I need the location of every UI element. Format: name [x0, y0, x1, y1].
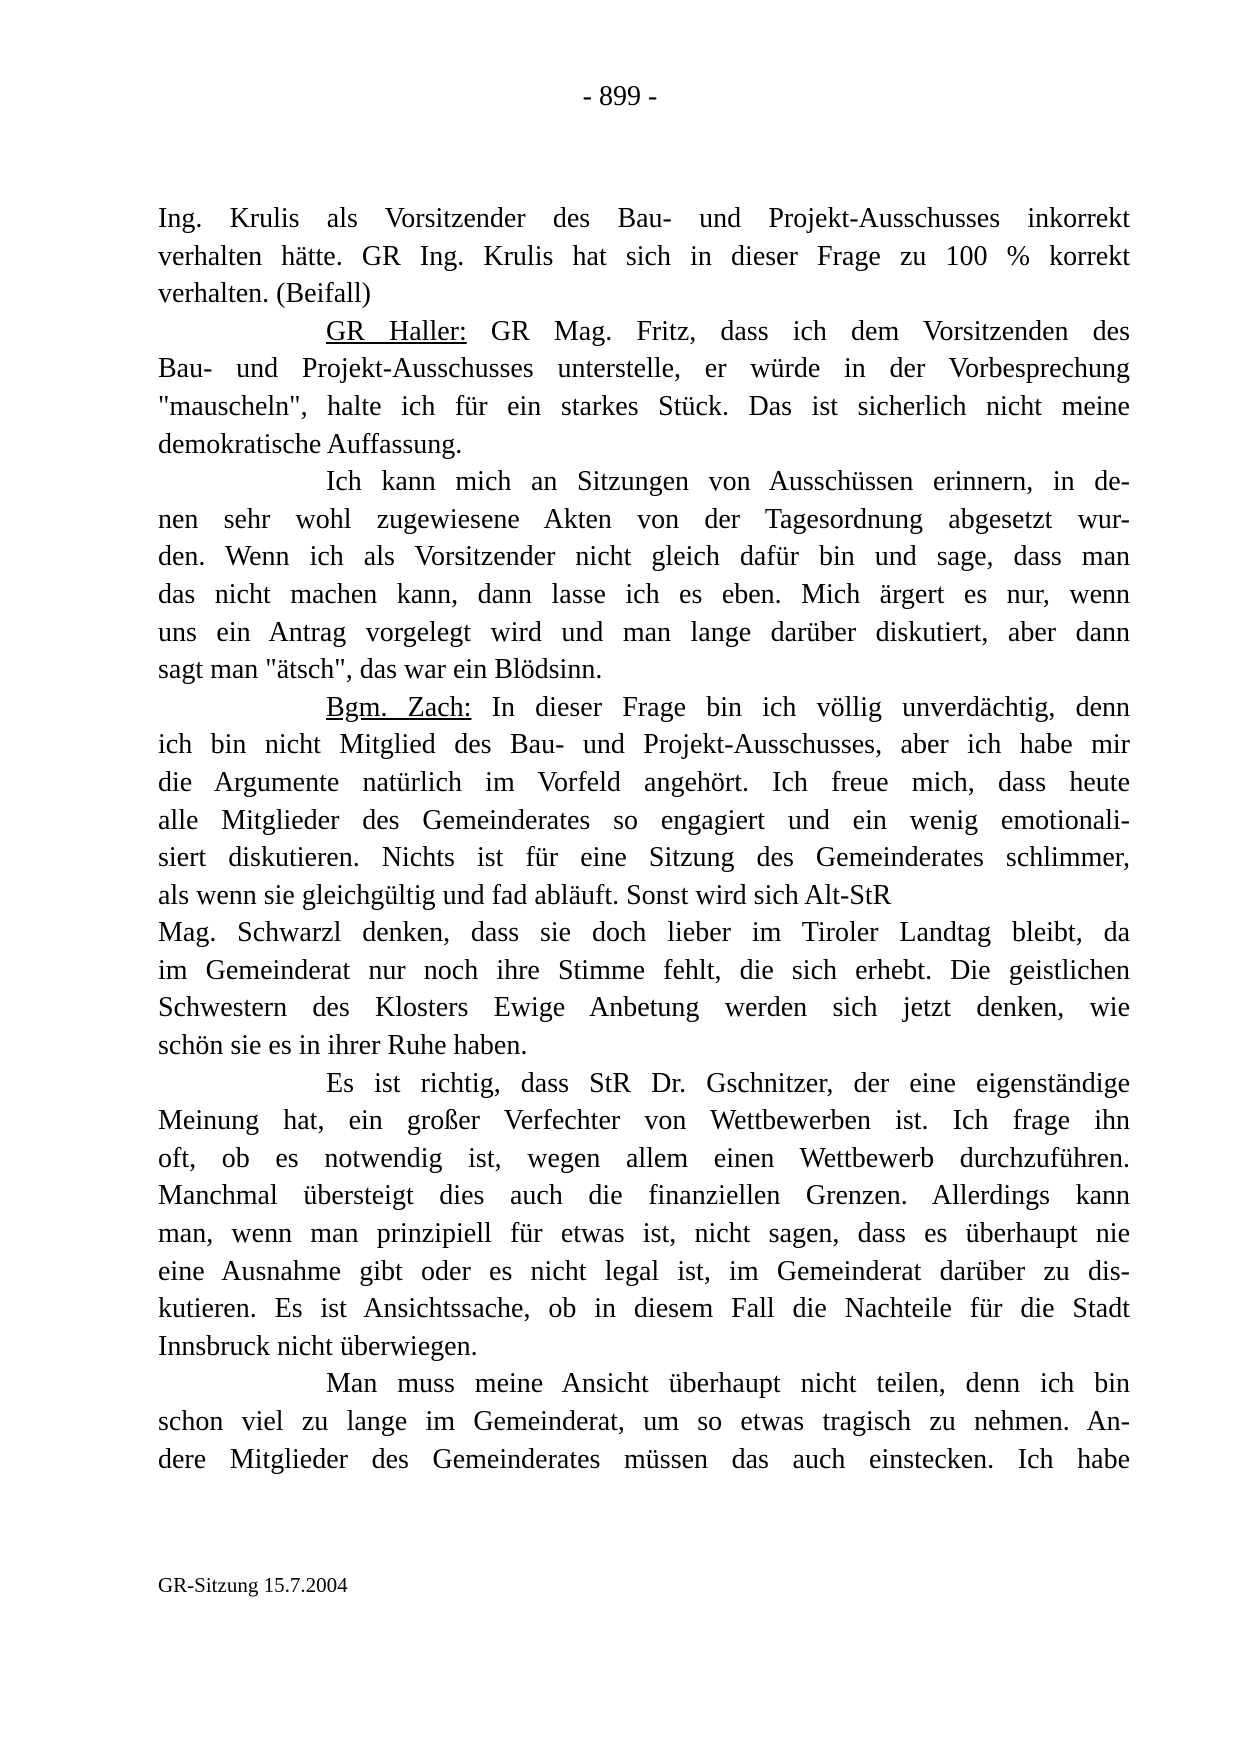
text-line: die Argumente natürlich im Vorfeld angehört. Ich freue mich, dass heute [158, 766, 1130, 798]
text-line: verhalten hätte. GR Ing. Krulis hat sich in dieser Frage zu 100 % korrekt [158, 240, 1130, 272]
text-line: Manchmal übersteigt dies auch die finanziellen Grenzen. Allerdings kann [158, 1180, 1130, 1212]
paragraph [158, 689, 1130, 1065]
paragraph [158, 313, 1130, 463]
text-line: Ing. Krulis als Vorsitzender des Bau- und Projekt-Ausschusses inkorrekt [158, 203, 1130, 234]
paragraph [158, 1365, 1130, 1478]
paragraph [158, 1065, 1130, 1366]
text-line: Bau- und Projekt-Ausschusses unterstelle, er würde in der Vorbesprechung [158, 353, 1130, 385]
text-line: das nicht machen kann, dann lasse ich es eben. Mich ärgert es nur, wenn [158, 578, 1130, 610]
text-line: dere Mitglieder des Gemeinderates müssen das auch einstecken. Ich habe [158, 1443, 1130, 1475]
speaker-name: Bgm. Zach: [326, 691, 472, 723]
speaker-name: GR Haller: [326, 315, 467, 347]
text-line: Meinung hat, ein großer Verfechter von Wettbewerben ist. Ich frage ihn [158, 1105, 1130, 1137]
text-line: man, wenn man prinzipiell für etwas ist, nicht sagen, dass es überhaupt nie [158, 1218, 1130, 1250]
paragraph [158, 200, 1130, 313]
text-line: Schwestern des Klosters Ewige Anbetung werden sich jetzt denken, wie [158, 992, 1130, 1024]
text-line: "mauscheln", halte ich für ein starkes Stück. Das ist sicherlich nicht meine [158, 390, 1130, 422]
text-line: oft, ob es notwendig ist, wegen allem einen Wettbewerb durchzuführen. [158, 1142, 1130, 1174]
footer-text: GR-Sitzung 15.7.2004 [158, 1573, 348, 1597]
page-footer [158, 1572, 348, 1598]
text-line: alle Mitglieder des Gemeinderates so engagiert und ein wenig emotionali- [158, 804, 1130, 836]
text-line: Man muss meine Ansicht überhaupt nicht teilen, denn ich bin [326, 1368, 1130, 1400]
text-line: Innsbruck nicht überwiegen. [158, 1330, 478, 1362]
text-line: Bgm. Zach: In dieser Frage bin ich völlig unverdächtig, denn [326, 691, 1130, 723]
text-line: demokratische Auffassung. [158, 428, 463, 460]
page-number: - 899 - [582, 81, 658, 112]
text-line: GR Haller: GR Mag. Fritz, dass ich dem Vorsitzenden des [326, 315, 1130, 347]
text-line: den. Wenn ich als Vorsitzender nicht gleich dafür bin und sage, dass man [158, 541, 1130, 573]
text-line: als wenn sie gleichgültig und fad abläuft. Sonst wird sich Alt-StR [158, 879, 892, 911]
document-body [158, 200, 1130, 1478]
text-line: sagt man "ätsch", das war ein Blödsinn. [158, 654, 603, 686]
text-line: uns ein Antrag vorgelegt wird und man lange darüber diskutiert, aber dann [158, 616, 1130, 648]
text-line: schon viel zu lange im Gemeinderat, um so etwas tragisch zu nehmen. An- [158, 1406, 1130, 1437]
text-line: kutieren. Es ist Ansichtssache, ob in diesem Fall die Nachteile für die Stadt [158, 1293, 1130, 1325]
text-line: eine Ausnahme gibt oder es nicht legal ist, im Gemeinderat darüber zu dis- [158, 1255, 1130, 1287]
text-line: im Gemeinderat nur noch ihre Stimme fehlt, die sich erhebt. Die geistlichen [158, 954, 1130, 986]
text-line: siert diskutieren. Nichts ist für eine Sitzung des Gemeinderates schlimmer, [158, 842, 1130, 874]
text-line: nen sehr wohl zugewiesene Akten von der Tagesordnung abgesetzt wur- [158, 503, 1130, 535]
text-line: schön sie es in ihrer Ruhe haben. [158, 1030, 528, 1062]
text-line: ich bin nicht Mitglied des Bau- und Projekt-Ausschusses, aber ich habe mir [158, 729, 1130, 761]
text-line: verhalten. (Beifall) [158, 278, 372, 310]
text-line: Mag. Schwarzl denken, dass sie doch lieber im Tiroler Landtag bleibt, da [158, 917, 1130, 949]
paragraph [158, 463, 1130, 689]
text-line: Es ist richtig, dass StR Dr. Gschnitzer, der eine eigenständige [326, 1067, 1130, 1099]
text-line: Ich kann mich an Sitzungen von Ausschüssen erinnern, in de- [326, 466, 1130, 498]
